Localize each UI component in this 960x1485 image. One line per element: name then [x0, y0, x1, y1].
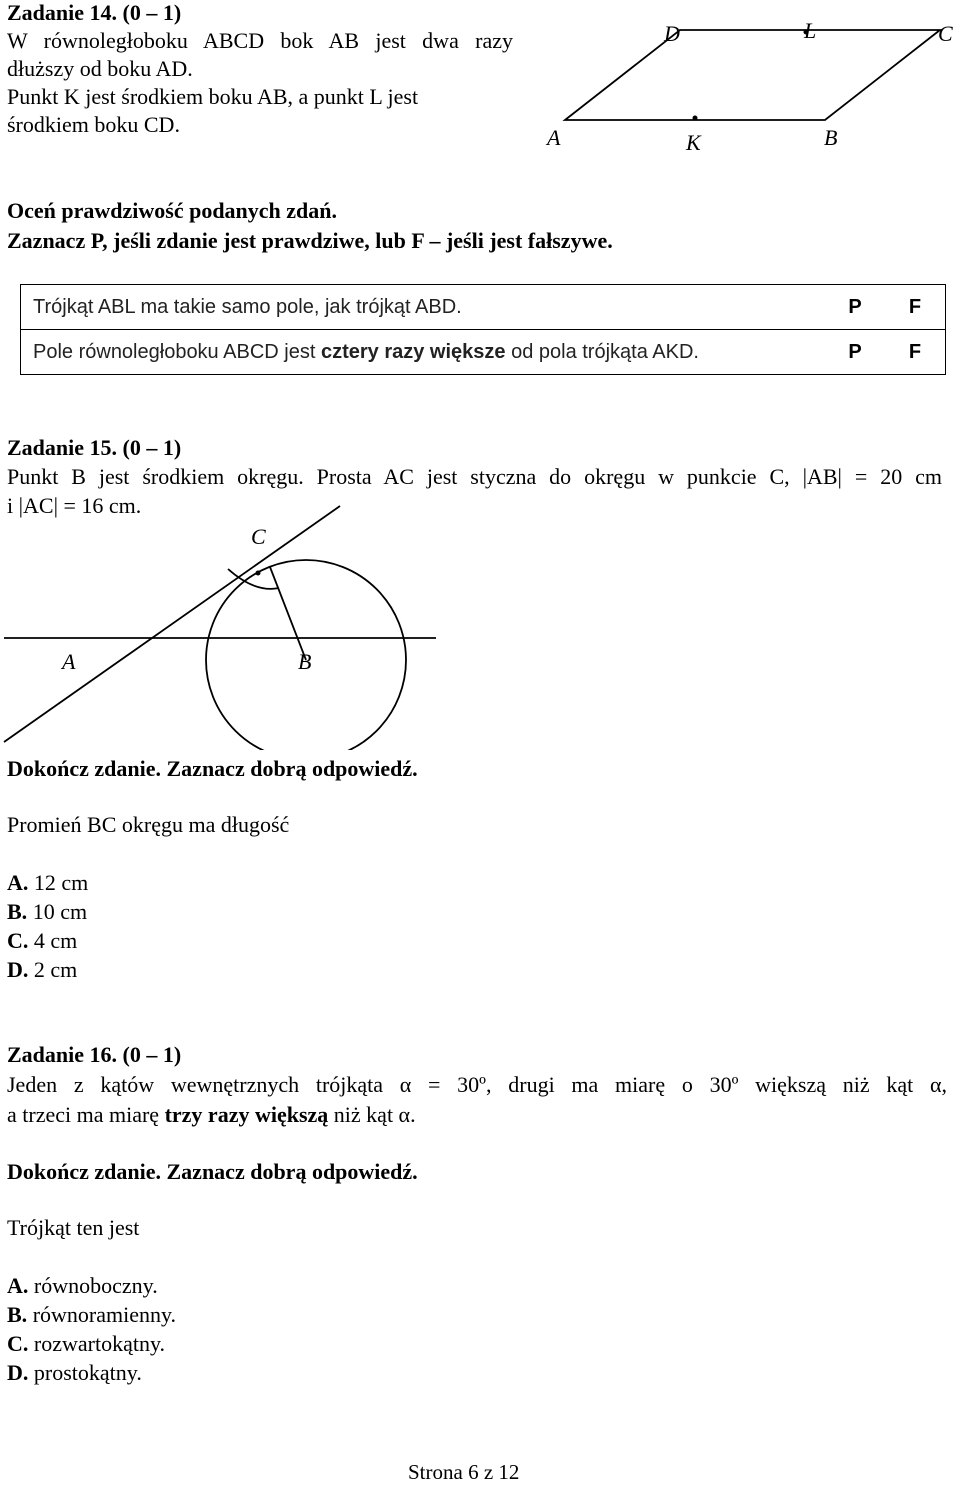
parallelogram-abcd [565, 30, 940, 120]
task14-text-line2: dłuższy od boku AD. [7, 56, 193, 81]
tangent-line-ac [4, 506, 340, 742]
point-k [693, 116, 698, 121]
true-false-table [20, 284, 946, 375]
label-c: C [938, 21, 953, 46]
task16-question: Trójkąt ten jest [7, 1215, 140, 1240]
page-number: Strona 6 z 12 [408, 1460, 520, 1484]
false-option[interactable]: F [885, 330, 946, 375]
option-letter: D. [7, 957, 29, 982]
label-a: A [547, 125, 561, 150]
option-text: prostokątny. [33, 1360, 142, 1385]
answer-option[interactable] [7, 1302, 176, 1328]
option-letter: C. [7, 928, 29, 953]
statement-row [21, 285, 946, 330]
task14-instruction1: Oceń prawdziwość podanych zdań. [7, 198, 338, 223]
label-a: A [62, 649, 76, 674]
task16-title: Zadanie 16. (0 – 1) [7, 1042, 182, 1067]
task16-text-line2 [7, 1102, 416, 1128]
label-k: K [686, 130, 701, 155]
option-letter: B. [7, 1302, 28, 1327]
option-text: 12 cm [33, 870, 89, 895]
task14-instruction2: Zaznacz P, jeśli zdanie jest prawdziwe, lub F – jeśli jest fałszywe. [7, 228, 613, 253]
statement-text: Trójkąt ABL ma takie samo pole, jak trójkąt ABD. [21, 285, 826, 330]
true-option[interactable]: P [825, 285, 885, 330]
option-text: 2 cm [33, 957, 78, 982]
task15-text-line1: Punkt B jest środkiem okręgu. Prosta AC jest styczna do okręgu w punkcie C, |AB| = 20 cm [7, 464, 942, 489]
statement-emphasis: cztery razy większe [320, 340, 506, 363]
parallelogram-figure [530, 10, 960, 160]
task15-title: Zadanie 15. (0 – 1) [7, 435, 182, 460]
radius-bc [270, 567, 306, 660]
label-l: L [804, 18, 817, 43]
label-d: D [664, 21, 680, 46]
option-letter: B. [7, 899, 28, 924]
false-option[interactable]: F [885, 285, 946, 330]
label-b: B [298, 649, 312, 674]
answer-option[interactable] [7, 870, 88, 896]
label-b: B [824, 125, 838, 150]
task14-title: Zadanie 14. (0 – 1) [7, 0, 182, 25]
option-letter: A. [7, 870, 29, 895]
text-emphasis: trzy razy większą [164, 1102, 329, 1127]
statement-text [21, 330, 826, 375]
task14-text-line3: Punkt K jest środkiem boku AB, a punkt L jest [7, 84, 419, 109]
answer-option[interactable] [7, 957, 77, 983]
option-text: równoramienny. [32, 1302, 177, 1327]
option-text: równoboczny. [33, 1273, 158, 1298]
option-letter: D. [7, 1360, 29, 1385]
answer-option[interactable] [7, 1273, 158, 1299]
statement-text-part: Pole równoległoboku ABCD jest [33, 340, 321, 363]
task16-instruction: Dokończ zdanie. Zaznacz dobrą odpowiedź. [7, 1159, 418, 1184]
option-letter: A. [7, 1273, 29, 1298]
statement-row [21, 330, 946, 375]
task14-text-line4: środkiem boku CD. [7, 112, 180, 137]
task16-text-line1: Jeden z kątów wewnętrznych trójkąta α = 30º, drugi ma miarę o 30º większą niż kąt α, [7, 1072, 947, 1097]
answer-option[interactable] [7, 899, 87, 925]
text-part: niż kąt α. [328, 1102, 416, 1127]
answer-option[interactable] [7, 1360, 142, 1386]
right-angle-dot [256, 571, 261, 576]
option-text: 4 cm [33, 928, 78, 953]
option-letter: C. [7, 1331, 29, 1356]
text-part: a trzeci ma miarę [7, 1102, 165, 1127]
task15-text-line2: i |AC| = 16 cm. [7, 493, 142, 518]
task14-text-line1: W równoległoboku ABCD bok AB jest dwa razy [7, 28, 513, 53]
circle-tangent-figure [0, 500, 460, 750]
task15-question: Promień BC okręgu ma długość [7, 812, 290, 837]
statement-text-part: od pola trójkąta AKD. [505, 340, 699, 363]
true-option[interactable]: P [825, 330, 885, 375]
option-text: rozwartokątny. [33, 1331, 166, 1356]
answer-option[interactable] [7, 928, 77, 954]
option-text: 10 cm [32, 899, 88, 924]
task15-instruction: Dokończ zdanie. Zaznacz dobrą odpowiedź. [7, 756, 418, 781]
answer-option[interactable] [7, 1331, 165, 1357]
label-c: C [251, 524, 266, 549]
